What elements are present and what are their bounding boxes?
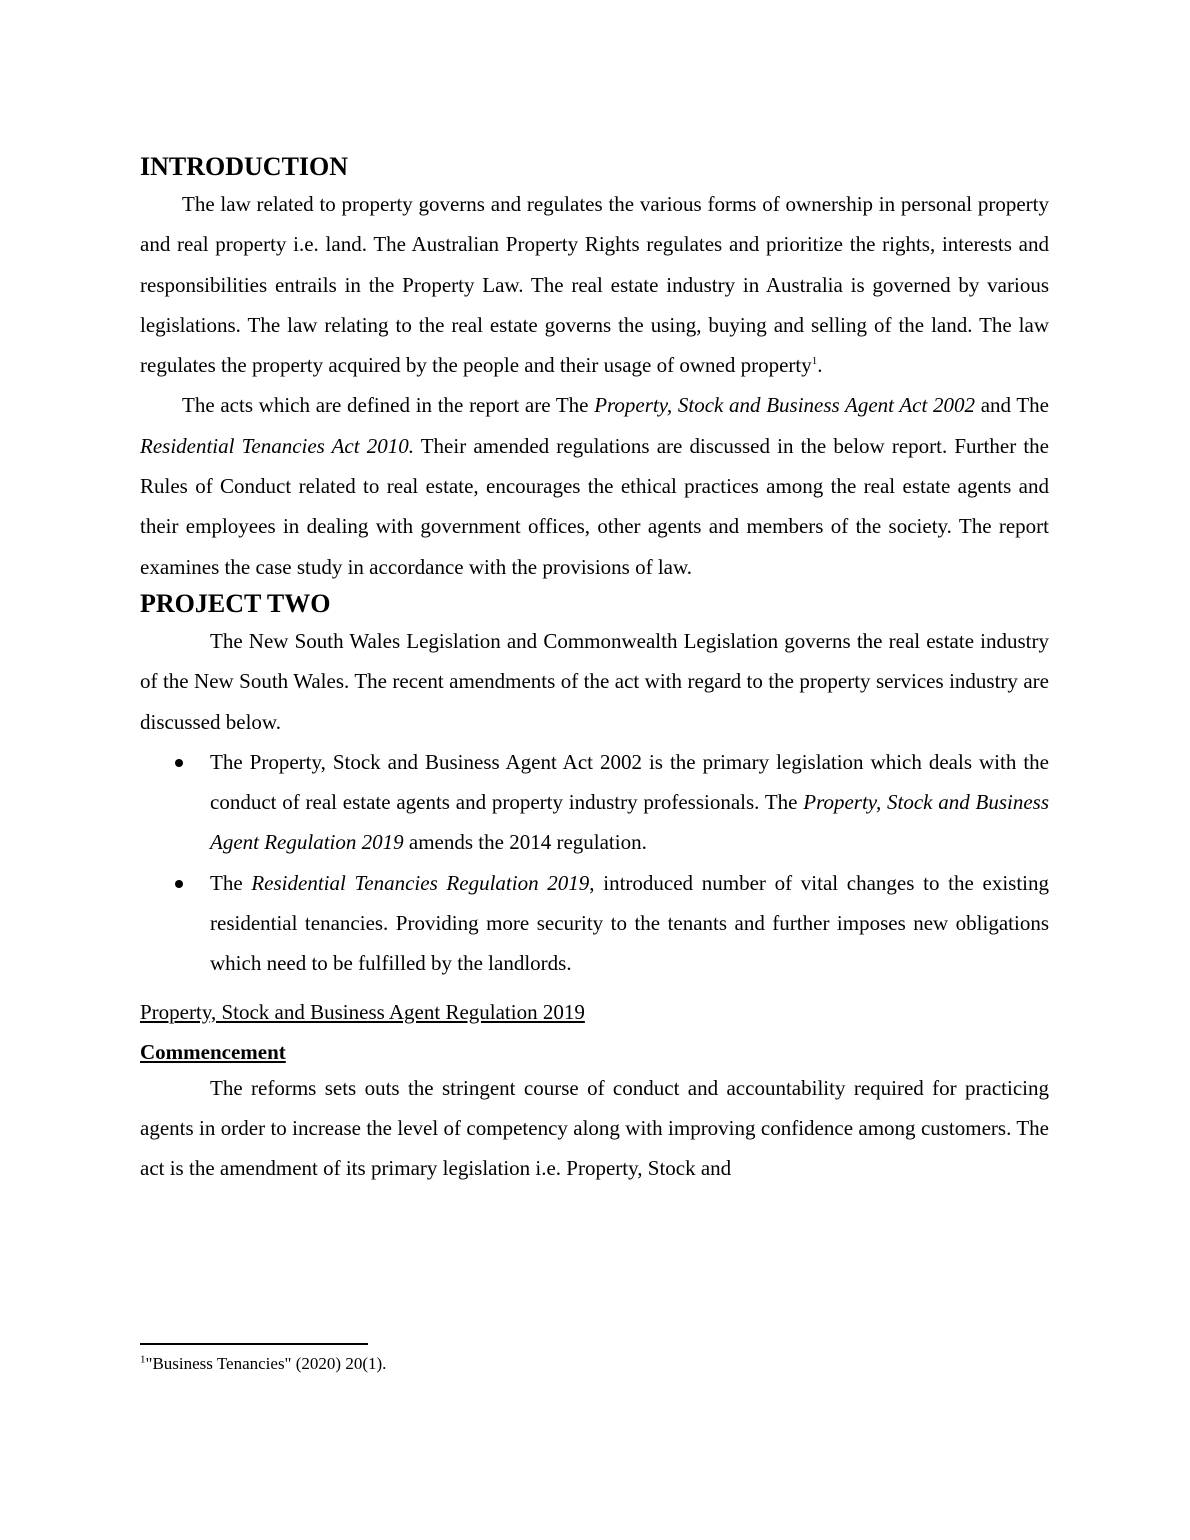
list-item <box>140 863 1049 984</box>
intro-p2-text-c: and The <box>975 393 1049 418</box>
intro-paragraph-2 <box>140 385 1049 586</box>
intro-p1-text: The law related to property governs and regulates the various forms of ownership in personal property and real property i.e. land. The Australian Property Rights regulates and prioritize the rights, interests and responsibilities entrails in the Property Law. The real estate industry in Australia is governed by various legislations. The law relating to the real estate governs the using, buying and selling of the land. The law regulates the property acquired by the people and their usage of owned property <box>140 192 1049 378</box>
amendments-list <box>140 742 1049 984</box>
project-two-heading: PROJECT TWO <box>140 588 331 618</box>
commencement-heading: Commencement <box>140 1039 286 1064</box>
bullet1-text-a: The Property, Stock and Business Agent Act 2002 is the primary legislation which deals with the conduct of real estate agents and property industry professionals. The <box>210 749 1049 815</box>
bullet-icon <box>175 880 183 888</box>
regulation-title-rtr-2019: Residential Tenancies Regulation 2019 <box>251 870 590 895</box>
document-page <box>140 150 1049 1189</box>
bullet-icon <box>175 759 183 767</box>
intro-p1-end: . <box>817 353 823 378</box>
commencement-paragraph: The reforms sets outs the stringent course of conduct and accountability required for practicing agents in order to increase the level of competency along with improving confidence among customers. The act is the amendment of its primary legislation i.e. Property, Stock and <box>140 1075 1049 1181</box>
act-title-psba-2002: Property, Stock and Business Agent Act 2002 <box>594 393 976 418</box>
bullet2-text-c: , introduced number of vital changes to the existing residential tenancies. Providing more security to the tenants and further imposes new obligations which need to be fulfilled by the landlords. <box>210 870 1049 976</box>
footnote <box>140 1352 386 1376</box>
bullet1-text-c: amends the 2014 regulation. <box>403 830 647 855</box>
intro-p2-text-a: The acts which are defined in the report are The <box>182 393 595 418</box>
bullet2-text-a: The <box>210 870 252 895</box>
footnote-number: 1 <box>140 1353 146 1366</box>
regulation-subheading: Property, Stock and Business Agent Regulation 2019 <box>140 999 585 1024</box>
footnote-text: "Business Tenancies" (2020) 20(1). <box>145 1354 387 1373</box>
footnote-separator <box>140 1343 368 1345</box>
intro-p2-text-e: Their amended regulations are discussed in the below report. Further the Rules of Conduct related to real estate, encourages the ethical practices among the real estate agents and their employees in dealing with government offices, other agents and members of the society. The report examines the case study in accordance with the provisions of law. <box>140 433 1049 579</box>
project-two-paragraph: The New South Wales Legislation and Commonwealth Legislation governs the real estate industry of the New South Wales. The recent amendments of the act with regard to the property services industry are discussed below. <box>140 628 1049 734</box>
footnote-reference[interactable]: 1 <box>811 355 818 368</box>
intro-paragraph-1 <box>140 184 1049 385</box>
act-title-rta-2010: Residential Tenancies Act 2010. <box>140 433 414 458</box>
introduction-heading: INTRODUCTION <box>140 152 349 181</box>
regulation-title-psba-2019: Property, Stock and Business Agent Regulation 2019 <box>210 790 1050 855</box>
list-item <box>140 742 1049 863</box>
